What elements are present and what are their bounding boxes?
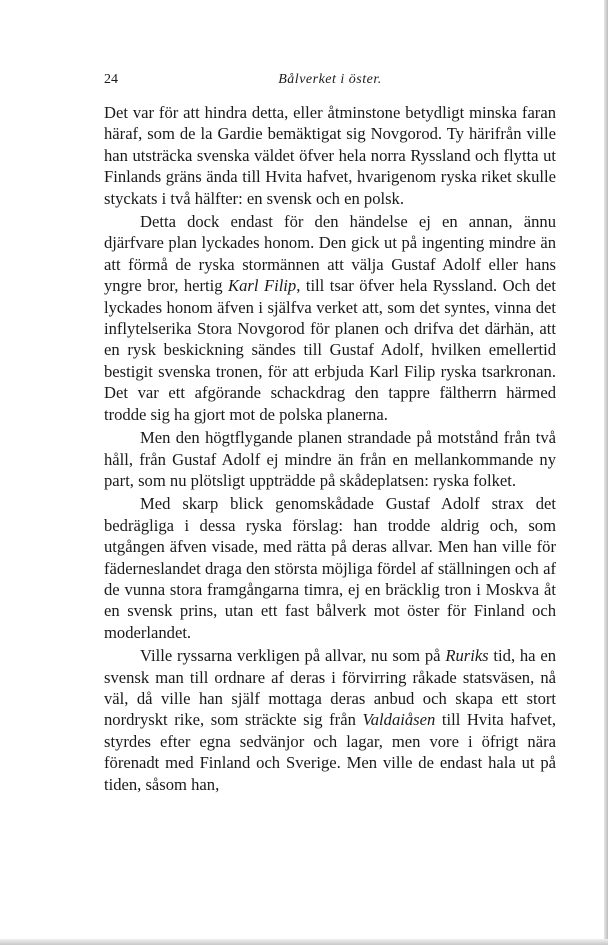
italic-phrase: Valdaiåsen [362,710,436,730]
paragraph [104,427,556,491]
text-run: Det var för att hindra detta, eller åtminstone betydligt minska faran häraf, som de la Gardie bemäktigat sig Novgorod. Ty härifrån ville han utsträcka svenska väldet öfver hela norra Ryssland och flytta ut Finlands gräns ända till Hvita hafvet, hvarigenom ryska riket skulle styckats i två hälfter: en svensk och en polsk. [104,103,556,208]
body-text [104,102,556,795]
paragraph [104,102,556,209]
text-run: Ville ryssarna verkligen på allvar, nu som på [140,646,446,666]
page-bottom-shadow [0,939,608,945]
text-run: Detta dock endast för den händelse ej en annan, ännu djärfvare plan lyckades honom. Den gick ut på ingenting mindre än att förmå de ryska stormännen att välja Gustaf Adolf eller hans yngre bror, hertig [104,212,556,296]
page-edge-shadow [604,0,608,945]
page-header [104,72,556,92]
text-run: tid, ha en svensk man till ordnare af deras i förvirring råkade statsväsen, nå väl, då ville han själf mottaga deras anbud och skapa ett stort nordryskt rike, som sträckte sig från [104,646,557,730]
paragraph [104,211,556,425]
italic-phrase: Karl Filip [228,276,297,296]
text-run: till Hvita hafvet, styrdes efter egna sedvänjor och lagar, men vore i öfrigt nära förenadt med Finland och Sverige. Men ville de endast hala ut på tiden, såsom han, [104,710,556,794]
text-run: , till tsar öfver hela Ryssland. Och det lyckades honom äfven i själfva verket att, som det syntes, vinna det inflytelserika Stora Novgorod för planen och drifva det därhän, att en rysk beskickning sändes till Gustaf Adolf, hvilken emellertid bestigit svenska tronen, för att erbjuda Karl Filip ryska tsarkronan. Det var ett afgörande schackdrag den tappre fältherrn härmed trodde sig ha gjort mot de polska planerna. [104,276,556,424]
paragraph [104,493,556,643]
paragraph [104,645,556,795]
running-head: Bålverket i öster. [278,72,382,87]
text-run: Med skarp blick genomskådade Gustaf Adolf strax det bedrägliga i dessa ryska förslag: han trodde aldrig och, som utgången äfven visade, med rätta på deras allvar. Men han ville för fäderneslandet draga den största möjliga fördel af ställningen och af de vunna stora framgångarna timra, ej en bräcklig tron i Moskva åt en svensk prins, utan ett fast bålverk mot öster för Finland och moderlandet. [104,494,556,642]
page-number: 24 [104,72,118,87]
text-run: Men den högtflygande planen strandade på motstånd från två håll, från Gustaf Adolf ej mindre än från en mellankommande ny part, som nu plötsligt uppträdde på skådeplatsen: ryska folket. [104,428,556,490]
italic-phrase: Ruriks [445,646,489,666]
